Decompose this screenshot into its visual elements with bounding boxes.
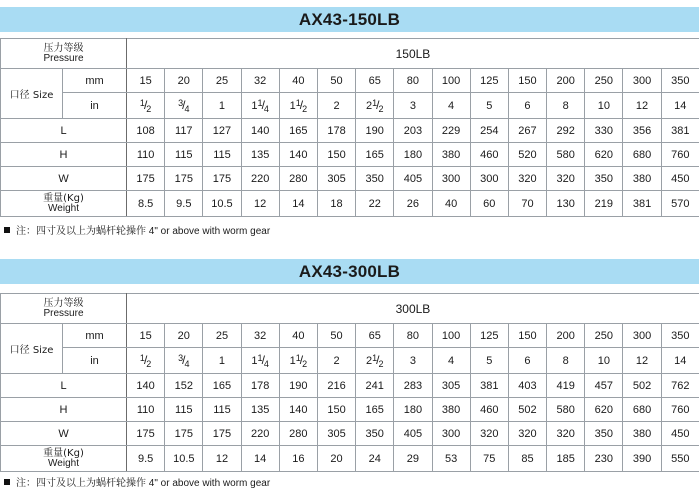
footnote-text: 注：四寸及以上为蜗杆轮操作 4" or above with worm gear: [16, 474, 270, 489]
fraction-numerator: 1: [258, 98, 263, 108]
size-in-cell: [165, 348, 203, 374]
dimension-cell: 115: [165, 398, 203, 422]
weight-label-en: Weight: [1, 204, 126, 214]
dimension-cell: 762: [661, 374, 699, 398]
inch-fraction: [140, 353, 151, 369]
size-in-cell: [356, 348, 394, 374]
dimension-cell: 254: [470, 119, 508, 143]
fraction-numerator: 1: [296, 353, 301, 363]
dimension-cell: 380: [432, 398, 470, 422]
dimension-cell: 620: [585, 143, 623, 167]
dimension-cell: 117: [165, 119, 203, 143]
size-in-cell: [432, 348, 470, 374]
dimension-cell: 305: [317, 167, 355, 191]
size-in-cell: [127, 348, 165, 374]
inch-whole: 2: [333, 355, 339, 367]
dimension-cell: 460: [470, 143, 508, 167]
dimension-cell: 175: [127, 422, 165, 446]
dimension-cell: 405: [394, 167, 432, 191]
fraction-slash: /: [376, 98, 379, 112]
dimension-row: [1, 398, 699, 422]
weight-label-cn: 重量(Kg): [1, 194, 126, 204]
dimension-cell: 175: [165, 167, 203, 191]
dimension-cell: 305: [432, 374, 470, 398]
weight-label-en: Weight: [1, 459, 126, 469]
inch-whole: 10: [598, 100, 610, 112]
size-label: 口径 Size: [1, 69, 63, 119]
weight-cell: 75: [470, 446, 508, 472]
dimension-cell: 220: [241, 422, 279, 446]
dimension-label: H: [1, 398, 127, 422]
inch-whole: 5: [486, 355, 492, 367]
inch-whole: 14: [674, 100, 686, 112]
weight-cell: 8.5: [127, 191, 165, 217]
dimension-cell: 165: [356, 143, 394, 167]
size-mm-cell: 32: [241, 69, 279, 93]
size-mm-cell: 100: [432, 69, 470, 93]
dimension-label: L: [1, 374, 127, 398]
dimension-cell: 190: [279, 374, 317, 398]
size-in-cell: [279, 348, 317, 374]
inch-whole: 14: [674, 355, 686, 367]
pressure-label-cn: 压力等级: [1, 299, 126, 309]
dimension-cell: 175: [165, 422, 203, 446]
fraction-slash: /: [182, 353, 185, 367]
pressure-label-cn: 压力等级: [1, 44, 126, 54]
weight-cell: 219: [585, 191, 623, 217]
dimension-cell: 267: [508, 119, 546, 143]
dimension-cell: 760: [661, 143, 699, 167]
inch-whole: 1: [219, 355, 225, 367]
weight-cell: 10.5: [165, 446, 203, 472]
size-in-cell: [508, 348, 546, 374]
inch-whole: 1: [219, 100, 225, 112]
dimension-cell: 380: [432, 143, 470, 167]
size-mm-cell: 50: [317, 324, 355, 348]
dimension-cell: 450: [661, 422, 699, 446]
weight-cell: 10.5: [203, 191, 241, 217]
dimension-cell: 108: [127, 119, 165, 143]
size-mm-cell: 65: [356, 324, 394, 348]
fraction-numerator: 1: [372, 98, 377, 108]
dimension-cell: 178: [317, 119, 355, 143]
size-mm-cell: 300: [623, 69, 661, 93]
weight-cell: 12: [203, 446, 241, 472]
size-mm-cell: 65: [356, 69, 394, 93]
weight-label-cn: 重量(Kg): [1, 449, 126, 459]
size-mm-cell: 20: [165, 69, 203, 93]
dimension-cell: 405: [394, 422, 432, 446]
size-mm-cell: 125: [470, 324, 508, 348]
dimension-cell: 180: [394, 398, 432, 422]
dimension-cell: 300: [432, 422, 470, 446]
size-mm-cell: 250: [585, 69, 623, 93]
dimension-cell: 180: [394, 143, 432, 167]
size-mm-cell: 40: [279, 324, 317, 348]
dimension-cell: 165: [279, 119, 317, 143]
size-in-cell: [623, 348, 661, 374]
size-mm-cell: 80: [394, 69, 432, 93]
inch-whole: 8: [563, 100, 569, 112]
dimension-cell: 350: [585, 167, 623, 191]
dimension-cell: 203: [394, 119, 432, 143]
dimension-cell: 175: [127, 167, 165, 191]
footnote-300lb: [4, 474, 270, 489]
fraction-slash: /: [144, 98, 147, 112]
weight-cell: 16: [279, 446, 317, 472]
size-mm-cell: 100: [432, 324, 470, 348]
dimension-cell: 152: [165, 374, 203, 398]
inch-whole: 1: [251, 355, 257, 367]
dimension-cell: 760: [661, 398, 699, 422]
dimension-cell: 135: [241, 143, 279, 167]
dimension-cell: 680: [623, 143, 661, 167]
fraction-slash: /: [262, 98, 265, 112]
weight-cell: 53: [432, 446, 470, 472]
fraction-numerator: 1: [140, 353, 145, 363]
dimension-cell: 356: [623, 119, 661, 143]
dimension-cell: 520: [508, 143, 546, 167]
size-in-cell: [394, 348, 432, 374]
size-mm-cell: 125: [470, 69, 508, 93]
dimension-cell: 381: [470, 374, 508, 398]
dimension-cell: 140: [241, 119, 279, 143]
fraction-denominator: 4: [264, 104, 269, 114]
weight-cell: 570: [661, 191, 699, 217]
fraction-numerator: 1: [372, 353, 377, 363]
dimension-cell: 140: [279, 398, 317, 422]
dimension-cell: 150: [317, 398, 355, 422]
unit-mm-label: mm: [63, 69, 127, 93]
table-title-150lb: AX43-150LB: [0, 7, 699, 32]
weight-cell: 185: [547, 446, 585, 472]
inch-whole: 2: [366, 100, 372, 112]
dimension-cell: 305: [317, 422, 355, 446]
dimension-cell: 216: [317, 374, 355, 398]
dimension-cell: 241: [356, 374, 394, 398]
fraction-slash: /: [182, 98, 185, 112]
pressure-label-en: Pressure: [1, 309, 126, 319]
size-mm-cell: 350: [661, 324, 699, 348]
fraction-denominator: 4: [184, 359, 189, 369]
inch-whole: 1: [290, 100, 296, 112]
inch-fraction: [178, 353, 189, 369]
dimension-cell: 190: [356, 119, 394, 143]
fraction-denominator: 2: [302, 359, 307, 369]
dimension-cell: 175: [203, 422, 241, 446]
size-mm-cell: 200: [547, 69, 585, 93]
inch-whole: 6: [524, 100, 530, 112]
dimension-cell: 292: [547, 119, 585, 143]
fraction-numerator: 3: [178, 98, 183, 108]
size-in-cell: [203, 348, 241, 374]
inch-whole: 8: [563, 355, 569, 367]
inch-whole: 12: [636, 100, 648, 112]
dimension-cell: 502: [623, 374, 661, 398]
size-mm-cell: 300: [623, 324, 661, 348]
dimension-cell: 140: [127, 374, 165, 398]
inch-whole: 3: [410, 100, 416, 112]
dimension-cell: 178: [241, 374, 279, 398]
weight-cell: 390: [623, 446, 661, 472]
fraction-numerator: 1: [296, 98, 301, 108]
size-mm-cell: 350: [661, 69, 699, 93]
unit-mm-label: mm: [63, 324, 127, 348]
dimension-cell: 300: [470, 167, 508, 191]
dimension-cell: 450: [661, 167, 699, 191]
weight-cell: 9.5: [165, 191, 203, 217]
weight-cell: 85: [508, 446, 546, 472]
weight-cell: 70: [508, 191, 546, 217]
inch-whole: 3: [410, 355, 416, 367]
inch-whole: 4: [448, 100, 454, 112]
dimension-row: [1, 374, 699, 398]
inch-whole: 4: [448, 355, 454, 367]
weight-cell: 18: [317, 191, 355, 217]
fraction-denominator: 4: [184, 104, 189, 114]
dimension-cell: 110: [127, 398, 165, 422]
size-in-cell: [317, 348, 355, 374]
dimension-cell: 320: [547, 422, 585, 446]
dimension-cell: 150: [317, 143, 355, 167]
fraction-numerator: 1: [140, 98, 145, 108]
pressure-label-en: Pressure: [1, 54, 126, 64]
dimension-cell: 110: [127, 143, 165, 167]
dimension-cell: 502: [508, 398, 546, 422]
fraction-numerator: 1: [258, 353, 263, 363]
fraction-denominator: 2: [302, 104, 307, 114]
dimension-cell: 457: [585, 374, 623, 398]
dimension-cell: 115: [203, 398, 241, 422]
dimension-cell: 380: [623, 422, 661, 446]
dimension-label: W: [1, 167, 127, 191]
inch-fraction: [296, 353, 307, 369]
size-mm-cell: 50: [317, 69, 355, 93]
size-mm-cell: 250: [585, 324, 623, 348]
size-in-cell: [470, 348, 508, 374]
dimension-cell: 127: [203, 119, 241, 143]
inch-fraction: [372, 353, 383, 369]
size-label: 口径 Size: [1, 324, 63, 374]
size-mm-cell: 150: [508, 324, 546, 348]
dimension-cell: 620: [585, 398, 623, 422]
weight-cell: 26: [394, 191, 432, 217]
fraction-denominator: 2: [146, 104, 151, 114]
inch-whole: 1: [290, 355, 296, 367]
dimension-cell: 350: [585, 422, 623, 446]
fraction-denominator: 2: [378, 359, 383, 369]
dimension-cell: 165: [203, 374, 241, 398]
weight-cell: 20: [317, 446, 355, 472]
size-in-cell: [547, 348, 585, 374]
dimension-cell: 115: [203, 143, 241, 167]
size-mm-row: [1, 324, 699, 348]
weight-cell: 60: [470, 191, 508, 217]
dimension-cell: 140: [279, 143, 317, 167]
table-title-300lb: AX43-300LB: [0, 259, 699, 284]
spec-table-300lb: [0, 293, 699, 472]
weight-cell: 230: [585, 446, 623, 472]
size-mm-cell: 32: [241, 324, 279, 348]
dimension-cell: 680: [623, 398, 661, 422]
fraction-numerator: 3: [178, 353, 183, 363]
fraction-denominator: 2: [378, 104, 383, 114]
dimension-label: H: [1, 143, 127, 167]
dimension-cell: 320: [508, 167, 546, 191]
size-mm-cell: 20: [165, 324, 203, 348]
dimension-cell: 350: [356, 422, 394, 446]
fraction-slash: /: [144, 353, 147, 367]
inch-whole: 2: [333, 100, 339, 112]
dimension-cell: 280: [279, 167, 317, 191]
weight-cell: 130: [547, 191, 585, 217]
dimension-cell: 320: [508, 422, 546, 446]
size-mm-cell: 40: [279, 69, 317, 93]
fraction-slash: /: [300, 98, 303, 112]
dimension-cell: 220: [241, 167, 279, 191]
size-mm-cell: 15: [127, 69, 165, 93]
dimension-cell: 380: [623, 167, 661, 191]
weight-cell: 24: [356, 446, 394, 472]
weight-cell: 381: [623, 191, 661, 217]
bullet-square-icon: [4, 479, 10, 485]
weight-cell: 14: [279, 191, 317, 217]
fraction-denominator: 4: [264, 359, 269, 369]
size-mm-cell: 200: [547, 324, 585, 348]
inch-whole: 12: [636, 355, 648, 367]
dimension-cell: 320: [547, 167, 585, 191]
fraction-slash: /: [376, 353, 379, 367]
dimension-cell: 300: [432, 167, 470, 191]
inch-fraction: [258, 353, 269, 369]
dimension-cell: 403: [508, 374, 546, 398]
dimension-cell: 175: [203, 167, 241, 191]
dimension-cell: 229: [432, 119, 470, 143]
footnote-text: 注：四寸及以上为蜗杆轮操作 4" or above with worm gear: [16, 222, 270, 237]
weight-cell: 9.5: [127, 446, 165, 472]
weight-cell: 550: [661, 446, 699, 472]
inch-whole: 10: [598, 355, 610, 367]
dimension-cell: 580: [547, 143, 585, 167]
dimension-cell: 419: [547, 374, 585, 398]
inch-whole: 6: [524, 355, 530, 367]
weight-cell: 22: [356, 191, 394, 217]
size-mm-cell: 25: [203, 324, 241, 348]
dimension-label: W: [1, 422, 127, 446]
weight-cell: 29: [394, 446, 432, 472]
weight-cell: 14: [241, 446, 279, 472]
weight-cell: 40: [432, 191, 470, 217]
inch-whole: 5: [486, 100, 492, 112]
weight-label: [1, 446, 127, 472]
size-in-cell: [661, 348, 699, 374]
dimension-cell: 320: [470, 422, 508, 446]
dimension-cell: 283: [394, 374, 432, 398]
size-mm-cell: 150: [508, 69, 546, 93]
unit-in-label: in: [63, 348, 127, 374]
fraction-denominator: 2: [146, 359, 151, 369]
dimension-cell: 115: [165, 143, 203, 167]
pressure-label: [1, 294, 127, 324]
size-in-cell: [241, 348, 279, 374]
inch-whole: 1: [251, 100, 257, 112]
dimension-row: [1, 422, 699, 446]
fraction-slash: /: [300, 353, 303, 367]
inch-whole: 2: [366, 355, 372, 367]
pressure-rating: 150LB: [127, 39, 699, 69]
fraction-slash: /: [262, 353, 265, 367]
size-in-cell: [585, 348, 623, 374]
size-mm-cell: 80: [394, 324, 432, 348]
weight-cell: 12: [241, 191, 279, 217]
pressure-rating: 300LB: [127, 294, 699, 324]
size-mm-cell: 25: [203, 69, 241, 93]
dimension-cell: 350: [356, 167, 394, 191]
dimension-cell: 280: [279, 422, 317, 446]
dimension-cell: 460: [470, 398, 508, 422]
pressure-row: [1, 294, 699, 324]
unit-in-label: in: [63, 93, 127, 119]
dimension-cell: 381: [661, 119, 699, 143]
weight-row: [1, 446, 699, 472]
size-in-row: [1, 348, 699, 374]
dimension-cell: 330: [585, 119, 623, 143]
dimension-cell: 165: [356, 398, 394, 422]
dimension-label: L: [1, 119, 127, 143]
size-mm-cell: 15: [127, 324, 165, 348]
dimension-cell: 135: [241, 398, 279, 422]
dimension-cell: 580: [547, 398, 585, 422]
